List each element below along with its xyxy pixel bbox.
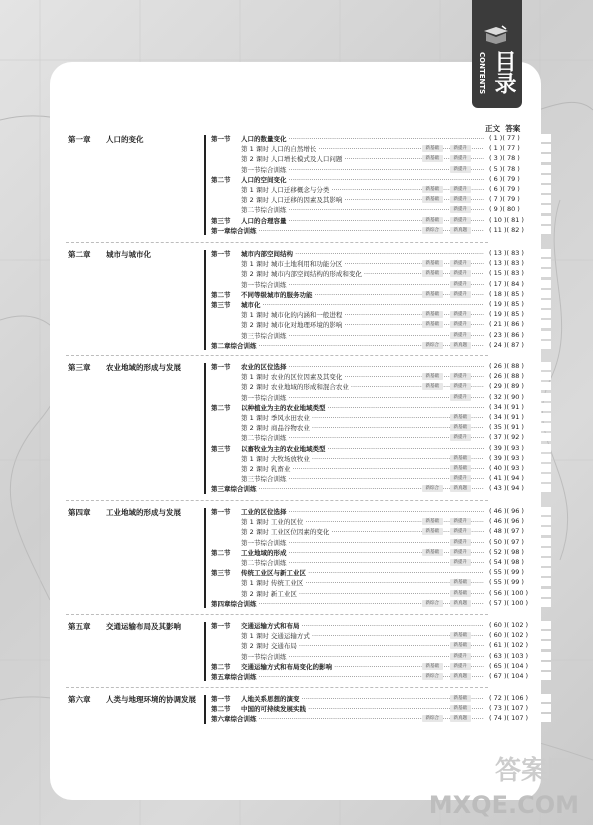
chapter-separator-line bbox=[204, 508, 206, 608]
entry-title: 中国的可持续发展实践 ····· bbox=[241, 704, 484, 713]
toc-section-entry[interactable] bbox=[207, 621, 529, 631]
page-numbers: ( 26 )( 88 ) bbox=[489, 362, 551, 370]
level-badge: 新综合 bbox=[422, 227, 444, 234]
page-numbers: ( 3 )( 78 ) bbox=[489, 154, 551, 162]
page-numbers: ( 26 )( 88 ) bbox=[489, 372, 551, 380]
entry-title: 第 1 课时 大牧场放牧业 ····· bbox=[241, 454, 484, 463]
page-numbers: ( 23 )( 86 ) bbox=[489, 331, 551, 339]
chapter-title: 人口的变化 bbox=[106, 135, 144, 144]
toc-lesson-entry[interactable] bbox=[207, 464, 529, 474]
column-headers bbox=[485, 123, 520, 134]
level-badge: 新提升 bbox=[450, 145, 472, 152]
level-badge: 新综合 bbox=[422, 342, 444, 349]
toc-lesson-entry[interactable] bbox=[207, 631, 529, 641]
section-number: 第二节 bbox=[211, 403, 231, 412]
level-badge: 新提升 bbox=[450, 196, 472, 203]
section-number: 第二节 bbox=[211, 662, 231, 671]
section-number: 第二节 bbox=[211, 175, 231, 184]
chapter-separator-line bbox=[204, 135, 206, 235]
page-numbers: ( 55 )( 99 ) bbox=[489, 568, 551, 576]
level-badge: 新真题 bbox=[450, 227, 472, 234]
chapter-entries bbox=[207, 507, 529, 609]
page-numbers: ( 1 )( 77 ) bbox=[489, 134, 551, 142]
toc-lesson-entry[interactable] bbox=[207, 269, 529, 279]
level-badge: 新提升 bbox=[450, 260, 472, 267]
toc-section-entry[interactable] bbox=[207, 249, 529, 259]
page-numbers: ( 63 )( 103 ) bbox=[489, 652, 551, 660]
page-numbers: ( 67 )( 104 ) bbox=[489, 672, 551, 680]
level-badge: 新真题 bbox=[450, 600, 472, 607]
toc-summary-entry[interactable] bbox=[207, 599, 529, 609]
level-badge: 新基础 bbox=[422, 663, 444, 670]
page-numbers: ( 54 )( 98 ) bbox=[489, 558, 551, 566]
page-numbers: ( 61 )( 102 ) bbox=[489, 641, 551, 649]
section-number: 第三节 bbox=[211, 444, 231, 453]
entry-title: 工业地域的形成 ····· bbox=[241, 548, 484, 557]
entry-title: 工业的区位选择 ····· bbox=[241, 507, 484, 516]
toc-lesson-entry[interactable] bbox=[207, 195, 529, 205]
level-badge: 新基础 bbox=[450, 465, 472, 472]
section-number: 第一节 bbox=[211, 695, 231, 703]
level-badge: 新基础 bbox=[422, 311, 444, 318]
level-badge: 新综合 bbox=[422, 485, 444, 492]
toc-lesson-entry[interactable] bbox=[207, 310, 529, 320]
level-badge: 新基础 bbox=[450, 632, 472, 639]
toc-section-entry[interactable] bbox=[207, 403, 529, 413]
entry-title: 第 1 课时 人口的自然增长 ····· bbox=[241, 144, 484, 153]
page-numbers: ( 60 )( 102 ) bbox=[489, 621, 551, 629]
section-number: 第二节 bbox=[211, 290, 231, 299]
entry-title: 第 2 课时 城市化对地理环境的影响 ····· bbox=[241, 320, 484, 329]
level-badge: 新真题 bbox=[450, 673, 472, 680]
level-badge: 新提升 bbox=[450, 394, 472, 401]
page-numbers: ( 7 )( 79 ) bbox=[489, 195, 551, 203]
level-badge: 新基础 bbox=[422, 186, 444, 193]
toc-lesson-entry[interactable] bbox=[207, 331, 529, 341]
page-numbers: ( 41 )( 94 ) bbox=[489, 474, 551, 482]
toc-summary-entry[interactable] bbox=[207, 341, 529, 351]
page-numbers: ( 11 )( 82 ) bbox=[489, 226, 551, 234]
level-badge: 新真题 bbox=[450, 485, 472, 492]
toc-lesson-entry[interactable] bbox=[207, 538, 529, 548]
chapter-title: 人类与地理环境的协调发展 bbox=[106, 695, 196, 704]
entry-title: 第二节综合训练 ····· bbox=[241, 205, 484, 214]
chapter-divider bbox=[66, 614, 488, 615]
page-numbers: ( 60 )( 102 ) bbox=[489, 631, 551, 639]
level-badge: 新基础 bbox=[422, 291, 444, 298]
toc-lesson-entry[interactable] bbox=[207, 517, 529, 527]
page-numbers: ( 9 )( 80 ) bbox=[489, 205, 551, 213]
chapter-separator-line bbox=[204, 250, 206, 350]
level-badge: 新提升 bbox=[450, 475, 472, 482]
toc-lesson-entry[interactable] bbox=[207, 393, 529, 403]
page-numbers: ( 19 )( 85 ) bbox=[489, 310, 551, 318]
level-badge: 新提升 bbox=[450, 270, 472, 277]
toc-section-entry[interactable] bbox=[207, 694, 529, 704]
toc-section-entry[interactable] bbox=[207, 134, 529, 144]
level-badge: 新提升 bbox=[450, 653, 472, 660]
section-number: 第一节 bbox=[211, 622, 231, 630]
chapter-entries bbox=[207, 249, 529, 351]
level-badge: 新基础 bbox=[422, 528, 444, 535]
entry-title: 第 1 课时 工业的区位 ····· bbox=[241, 517, 484, 526]
chapter-entries bbox=[207, 362, 529, 494]
level-badge: 新真题 bbox=[450, 342, 472, 349]
toc-section-entry[interactable] bbox=[207, 175, 529, 185]
chapter-title: 交通运输布局及其影响 bbox=[106, 622, 181, 631]
toc-lesson-entry[interactable] bbox=[207, 259, 529, 269]
page-numbers: ( 55 )( 99 ) bbox=[489, 578, 551, 586]
page-numbers: ( 52 )( 98 ) bbox=[489, 548, 551, 556]
page-numbers: ( 39 )( 93 ) bbox=[489, 454, 551, 462]
section-number: 第三节 bbox=[211, 569, 231, 578]
chapter-label: 第二章 bbox=[68, 250, 91, 259]
contents-subtitle: CONTENTS bbox=[478, 52, 486, 95]
section-number: 第一节 bbox=[211, 135, 231, 143]
contents-title: 目录 bbox=[491, 50, 516, 94]
entry-title: 第 2 课时 人口迁移的因素及其影响 ····· bbox=[241, 195, 484, 204]
level-badge: 新基础 bbox=[450, 424, 472, 431]
entry-title: 以畜牧业为主的农业地域类型 ····· bbox=[241, 444, 484, 453]
entry-title: 第一节综合训练 ····· bbox=[241, 165, 484, 174]
toc-lesson-entry[interactable] bbox=[207, 165, 529, 175]
level-badge: 新基础 bbox=[450, 705, 472, 712]
chapter-separator-line bbox=[204, 695, 206, 724]
level-badge: 新基础 bbox=[422, 196, 444, 203]
toc-lesson-entry[interactable] bbox=[207, 372, 529, 382]
entry-title: 不同等级城市的服务功能 ····· bbox=[241, 290, 484, 299]
toc-lesson-entry[interactable] bbox=[207, 641, 529, 651]
level-badge: 新提升 bbox=[450, 217, 472, 224]
level-badge: 新基础 bbox=[450, 695, 472, 702]
toc-lesson-entry[interactable] bbox=[207, 185, 529, 195]
level-badge: 新综合 bbox=[422, 600, 444, 607]
chapter-label: 第五章 bbox=[68, 622, 91, 631]
level-badge: 新提升 bbox=[450, 434, 472, 441]
chapter-label: 第三章 bbox=[68, 363, 91, 372]
level-badge: 新提升 bbox=[450, 166, 472, 173]
entry-title: 第 2 课时 商品谷物农业 ····· bbox=[241, 423, 484, 432]
page-numbers: ( 6 )( 79 ) bbox=[489, 175, 551, 183]
toc-lesson-entry[interactable] bbox=[207, 589, 529, 599]
toc-lesson-entry[interactable] bbox=[207, 154, 529, 164]
toc-section-entry[interactable] bbox=[207, 548, 529, 558]
entry-title: 城市化 ····· bbox=[241, 300, 484, 309]
page-numbers: ( 65 )( 104 ) bbox=[489, 662, 551, 670]
level-badge: 新基础 bbox=[422, 217, 444, 224]
entry-title: 第三节综合训练 ····· bbox=[241, 331, 484, 340]
page-numbers: ( 50 )( 97 ) bbox=[489, 538, 551, 546]
entry-title: 第 1 课时 城市土地利用和功能分区 ····· bbox=[241, 259, 484, 268]
level-badge: 新提升 bbox=[450, 528, 472, 535]
entry-title: 第二节综合训练 ····· bbox=[241, 433, 484, 442]
chapter-divider bbox=[66, 355, 488, 356]
section-number: 第三节 bbox=[211, 216, 231, 225]
entry-title: 第 2 课时 人口增长模式及人口问题 ····· bbox=[241, 154, 484, 163]
level-badge: 新提升 bbox=[450, 291, 472, 298]
toc-lesson-entry[interactable] bbox=[207, 205, 529, 215]
level-badge: 新提升 bbox=[450, 559, 472, 566]
level-badge: 新基础 bbox=[450, 642, 472, 649]
entry-title: 第一节综合训练 ····· bbox=[241, 652, 484, 661]
page-numbers: ( 17 )( 84 ) bbox=[489, 280, 551, 288]
chapter-title: 工业地域的形成与发展 bbox=[106, 508, 181, 517]
page-numbers: ( 24 )( 87 ) bbox=[489, 341, 551, 349]
toc-lesson-entry[interactable] bbox=[207, 433, 529, 443]
toc-lesson-entry[interactable] bbox=[207, 144, 529, 154]
chapter-title: 城市与城市化 bbox=[106, 250, 151, 259]
page-numbers: ( 6 )( 79 ) bbox=[489, 185, 551, 193]
page-numbers: ( 57 )( 100 ) bbox=[489, 599, 551, 607]
toc-lesson-entry[interactable] bbox=[207, 413, 529, 423]
toc-lesson-entry[interactable] bbox=[207, 558, 529, 568]
entry-title: 第一节综合训练 ····· bbox=[241, 393, 484, 402]
toc-lesson-entry[interactable] bbox=[207, 382, 529, 392]
entry-title: 第 2 课时 城市内部空间结构的形成和变化 ····· bbox=[241, 269, 484, 278]
level-badge: 新提升 bbox=[450, 383, 472, 390]
entry-title: 第 2 课时 交通布局 ····· bbox=[241, 641, 484, 650]
toc-section-entry[interactable] bbox=[207, 362, 529, 372]
page-numbers: ( 73 )( 107 ) bbox=[489, 704, 551, 712]
entry-title: 人口的数量变化 ····· bbox=[241, 134, 484, 143]
level-badge: 新提升 bbox=[450, 186, 472, 193]
entry-title: 第 1 课时 传统工业区 ····· bbox=[241, 578, 484, 587]
entry-title: 第 1 课时 农业的区位因素及其变化 ····· bbox=[241, 372, 484, 381]
level-badge: 新提升 bbox=[450, 206, 472, 213]
level-badge: 新基础 bbox=[422, 145, 444, 152]
page-numbers: ( 72 )( 106 ) bbox=[489, 694, 551, 702]
entry-title: 第 1 课时 季风水田农业 ····· bbox=[241, 413, 484, 422]
entry-title: 第 2 课时 新工业区 ····· bbox=[241, 589, 484, 598]
level-badge: 新基础 bbox=[450, 590, 472, 597]
section-number: 第一节 bbox=[211, 508, 231, 516]
toc-summary-entry[interactable] bbox=[207, 226, 529, 236]
level-badge: 新基础 bbox=[422, 155, 444, 162]
toc-section-entry[interactable] bbox=[207, 704, 529, 714]
chapter-entries bbox=[207, 134, 529, 236]
level-badge: 新真题 bbox=[450, 715, 472, 722]
toc-section-entry[interactable] bbox=[207, 507, 529, 517]
section-number: 第二节 bbox=[211, 548, 231, 557]
level-badge: 新提升 bbox=[450, 311, 472, 318]
entry-title: 第一章综合训练 ····· bbox=[211, 226, 484, 235]
page-numbers: ( 56 )( 100 ) bbox=[489, 589, 551, 597]
entry-title: 第三章综合训练 ····· bbox=[211, 484, 484, 493]
page-numbers: ( 32 )( 90 ) bbox=[489, 393, 551, 401]
chapter-entries bbox=[207, 621, 529, 682]
entry-title: 第五章综合训练 ····· bbox=[211, 672, 484, 681]
toc-section-entry[interactable] bbox=[207, 290, 529, 300]
page-numbers: ( 5 )( 78 ) bbox=[489, 165, 551, 173]
level-badge: 新提升 bbox=[450, 539, 472, 546]
entry-title: 人地关系思想的演变 ····· bbox=[241, 694, 484, 703]
level-badge: 新综合 bbox=[422, 673, 444, 680]
level-badge: 新基础 bbox=[422, 383, 444, 390]
entry-title: 人口的空间变化 ····· bbox=[241, 175, 484, 184]
chapter-label: 第四章 bbox=[68, 508, 91, 517]
entry-title: 交通运输方式和布局 ····· bbox=[241, 621, 484, 630]
entry-title: 第 2 课时 乳畜业 ····· bbox=[241, 464, 484, 473]
book-icon bbox=[482, 25, 510, 45]
entry-title: 交通运输方式和布局变化的影响 ····· bbox=[241, 662, 484, 671]
toc-summary-entry[interactable] bbox=[207, 714, 529, 724]
page-numbers: ( 48 )( 97 ) bbox=[489, 527, 551, 535]
toc-section-entry[interactable] bbox=[207, 444, 529, 454]
chapter-divider bbox=[66, 242, 488, 243]
toc-lesson-entry[interactable] bbox=[207, 454, 529, 464]
chapter-label: 第六章 bbox=[68, 695, 91, 704]
level-badge: 新基础 bbox=[450, 414, 472, 421]
section-number: 第二节 bbox=[211, 705, 231, 714]
entry-title: 人口的合理容量 ····· bbox=[241, 216, 484, 225]
page-numbers: ( 39 )( 93 ) bbox=[489, 444, 551, 452]
chapter-entries bbox=[207, 694, 529, 725]
toc-lesson-entry[interactable] bbox=[207, 527, 529, 537]
toc-lesson-entry[interactable] bbox=[207, 474, 529, 484]
level-badge: 新提升 bbox=[450, 332, 472, 339]
toc-lesson-entry[interactable] bbox=[207, 652, 529, 662]
entry-title: 以种植业为主的农业地域类型 ····· bbox=[241, 403, 484, 412]
level-badge: 新基础 bbox=[450, 455, 472, 462]
toc-lesson-entry[interactable] bbox=[207, 578, 529, 588]
entry-title: 第四章综合训练 ····· bbox=[211, 599, 484, 608]
entry-title: 第 1 课时 交通运输方式 ····· bbox=[241, 631, 484, 640]
contents-tab bbox=[472, 0, 522, 108]
watermark-url: MXQE.COM bbox=[428, 791, 579, 819]
page-numbers: ( 15 )( 83 ) bbox=[489, 269, 551, 277]
page-numbers: ( 37 )( 92 ) bbox=[489, 433, 551, 441]
toc-lesson-entry[interactable] bbox=[207, 423, 529, 433]
col-main-label: 正文 bbox=[485, 124, 500, 133]
toc-summary-entry[interactable] bbox=[207, 672, 529, 682]
entry-title: 第 2 课时 工业区位因素的变化 ····· bbox=[241, 527, 484, 536]
level-badge: 新基础 bbox=[422, 270, 444, 277]
toc-section-entry[interactable] bbox=[207, 300, 529, 310]
level-badge: 新提升 bbox=[450, 281, 472, 288]
page-numbers: ( 34 )( 91 ) bbox=[489, 413, 551, 421]
chapter-separator-line bbox=[204, 363, 206, 494]
chapter-divider bbox=[66, 500, 488, 501]
page-numbers: ( 10 )( 81 ) bbox=[489, 216, 551, 224]
toc-section-entry[interactable] bbox=[207, 568, 529, 578]
page-numbers: ( 1 )( 77 ) bbox=[489, 144, 551, 152]
level-badge: 新提升 bbox=[450, 155, 472, 162]
level-badge: 新基础 bbox=[422, 373, 444, 380]
page-numbers: ( 19 )( 85 ) bbox=[489, 300, 551, 308]
entry-title: 城市内部空间结构 ····· bbox=[241, 249, 484, 258]
page-numbers: ( 29 )( 89 ) bbox=[489, 382, 551, 390]
page-numbers: ( 21 )( 86 ) bbox=[489, 320, 551, 328]
level-badge: 新基础 bbox=[422, 549, 444, 556]
level-badge: 新提升 bbox=[450, 321, 472, 328]
toc-lesson-entry[interactable] bbox=[207, 280, 529, 290]
entry-title: 第三节综合训练 ····· bbox=[241, 474, 484, 483]
page-numbers: ( 74 )( 107 ) bbox=[489, 714, 551, 722]
entry-title: 第一节综合训练 ····· bbox=[241, 280, 484, 289]
page-numbers: ( 46 )( 96 ) bbox=[489, 507, 551, 515]
entry-title: 第二章综合训练 ····· bbox=[211, 341, 484, 350]
toc-section-entry[interactable] bbox=[207, 216, 529, 226]
chapter-title: 农业地域的形成与发展 bbox=[106, 363, 181, 372]
page-numbers: ( 34 )( 91 ) bbox=[489, 403, 551, 411]
toc-section-entry[interactable] bbox=[207, 662, 529, 672]
level-badge: 新基础 bbox=[422, 321, 444, 328]
entry-title: 第二节综合训练 ····· bbox=[241, 558, 484, 567]
page-numbers: ( 46 )( 96 ) bbox=[489, 517, 551, 525]
entry-title: 农业的区位选择 ····· bbox=[241, 362, 484, 371]
page-numbers: ( 35 )( 91 ) bbox=[489, 423, 551, 431]
page-numbers: ( 13 )( 83 ) bbox=[489, 249, 551, 257]
col-answer-label: 答案 bbox=[505, 124, 521, 133]
section-number: 第一节 bbox=[211, 250, 231, 258]
page-numbers: ( 18 )( 85 ) bbox=[489, 290, 551, 298]
entry-title: 第一节综合训练 ····· bbox=[241, 538, 484, 547]
level-badge: 新基础 bbox=[450, 579, 472, 586]
chapter-divider bbox=[66, 687, 488, 688]
level-badge: 新提升 bbox=[450, 518, 472, 525]
page-numbers: ( 40 )( 93 ) bbox=[489, 464, 551, 472]
page-numbers: ( 13 )( 83 ) bbox=[489, 259, 551, 267]
entry-title: 第 2 课时 农业地域的形成和混合农业 ····· bbox=[241, 382, 484, 391]
chapter-separator-line bbox=[204, 622, 206, 681]
entry-title: 第 1 课时 人口迁移概念与分类 ····· bbox=[241, 185, 484, 194]
entry-title: 传统工业区与新工业区 ····· bbox=[241, 568, 484, 577]
level-badge: 新提升 bbox=[450, 663, 472, 670]
entry-title: 第六章综合训练 ····· bbox=[211, 714, 484, 723]
level-badge: 新基础 bbox=[422, 260, 444, 267]
toc-lesson-entry[interactable] bbox=[207, 320, 529, 330]
level-badge: 新基础 bbox=[422, 518, 444, 525]
watermark-logo: 答案圈 bbox=[494, 756, 573, 786]
level-badge: 新提升 bbox=[450, 373, 472, 380]
level-badge: 新综合 bbox=[422, 715, 444, 722]
entry-title: 第 1 课时 城市化的内涵和一般进程 ····· bbox=[241, 310, 484, 319]
toc-summary-entry[interactable] bbox=[207, 484, 529, 494]
chapter-label: 第一章 bbox=[68, 135, 91, 144]
level-badge: 新提升 bbox=[450, 549, 472, 556]
section-number: 第一节 bbox=[211, 363, 231, 371]
section-number: 第三节 bbox=[211, 300, 231, 309]
page-numbers: ( 43 )( 94 ) bbox=[489, 484, 551, 492]
